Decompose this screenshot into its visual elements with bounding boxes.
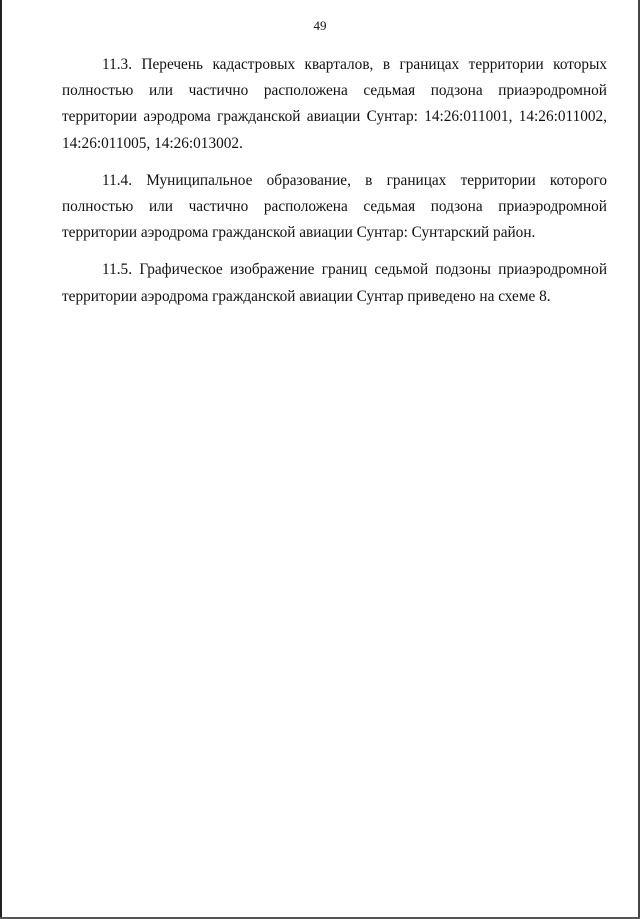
- paragraph-11-5: 11.5. Графическое изображение границ седьмой подзоны приаэродромной территории аэродрома гражданской авиации Сунтар приведено на схеме 8.: [62, 261, 607, 305]
- scan-edge-left: [0, 0, 2, 919]
- paragraph-11-4: 11.4. Муниципальное образование, в границах территории которого полностью или частично расположена седьмая подзона приаэродромной территории аэродрома гражданской авиации Сунтар: Сунтарский район.: [62, 171, 607, 242]
- paragraph-11-3: 11.3. Перечень кадастровых кварталов, в границах территории которых полностью или частично расположена седьмая подзона приаэродромной территории аэродрома гражданской авиации Сунтар: 14:26:011001, 14:26:011002, 14:26:011005, 14:26:013002.: [62, 56, 607, 152]
- document-body: [62, 52, 607, 321]
- page-number: 49: [313, 18, 327, 33]
